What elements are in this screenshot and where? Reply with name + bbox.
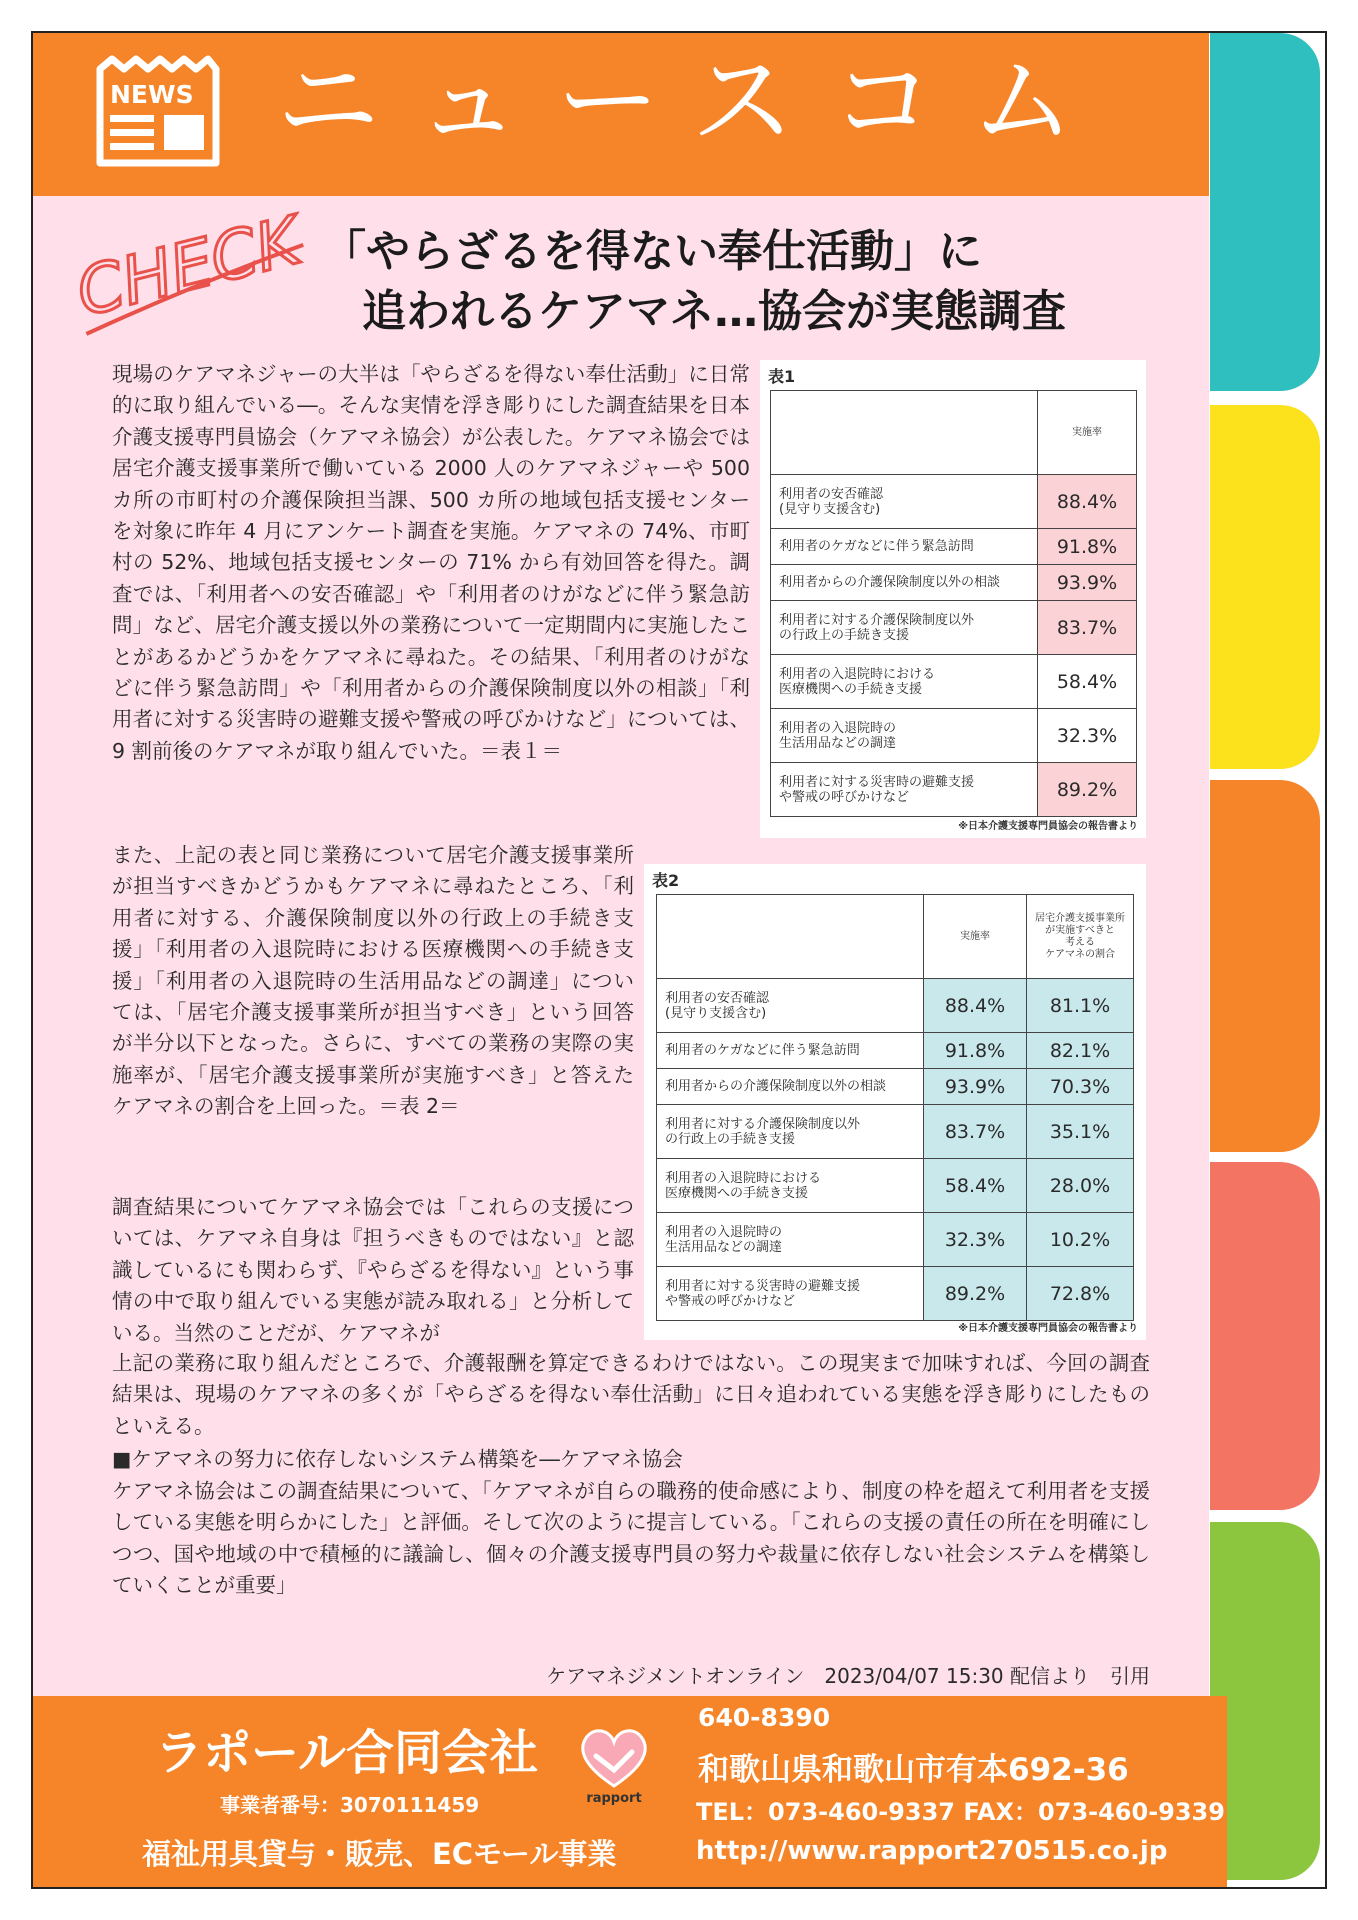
table1-row-rate: 83.7%: [1038, 601, 1137, 655]
table2-row-rate: 89.2%: [924, 1267, 1027, 1321]
table2-note: ※日本介護支援専門員協会の報告書より: [958, 1323, 1138, 1334]
newspaper-icon: [92, 55, 222, 170]
table2-row-rate: 32.3%: [924, 1213, 1027, 1267]
source-citation: ケアマネジメントオンライン 2023/04/07 15:30 配信より 引用: [546, 1664, 1150, 1688]
table1-row-label: 利用者のケガなどに伴う緊急訪問: [771, 529, 1038, 565]
table2-row: [657, 1033, 1134, 1069]
table2-row-rate: 83.7%: [924, 1105, 1027, 1159]
table2-title: 表2: [652, 871, 680, 890]
table1-row: [771, 475, 1137, 529]
table1-row-label: 利用者の入退院時の 生活用品などの調達: [771, 709, 1038, 763]
table2-row: [657, 1267, 1134, 1321]
address: 和歌山県和歌山市有本692-36: [698, 1752, 1129, 1788]
table2-header-rate: 実施率: [924, 895, 1027, 979]
table2-row: [657, 979, 1134, 1033]
table2-row-rate: 91.8%: [924, 1033, 1027, 1069]
headline-line-1: 「やらざるを得ない奉仕活動」に: [322, 226, 982, 277]
table1-corner: [771, 391, 1038, 475]
table1-row-rate: 89.2%: [1038, 763, 1137, 817]
section-subhead: ■ケアマネの努力に依存しないシステム構築を―ケアマネ協会: [112, 1447, 683, 1471]
table2-row-rate: 93.9%: [924, 1069, 1027, 1105]
table2: [656, 894, 1134, 1321]
phone-fax: TEL：073-460-9337 FAX：073-460-9339: [696, 1798, 1225, 1826]
paragraph-3: 調査結果についてケアマネ協会では「これらの支援については、ケアマネ自身は『担うべきものではない』と認識しているにも関わらず、『やらざるを得ない』という事情の中で取り組んでいる実態が読み取れる」と分析している。当然のことだが、ケアマネが: [112, 1195, 634, 1345]
table2-row-share: 10.2%: [1027, 1213, 1134, 1267]
table2-header-share: 居宅介護支援事業所 が実施すべきと 考える ケアマネの割合: [1027, 895, 1134, 979]
headline-line-2: 追われるケアマネ…協会が実態調査: [362, 286, 1066, 337]
table1: [770, 390, 1137, 817]
website-url[interactable]: http://www.rapport270515.co.jp: [696, 1836, 1168, 1866]
table2-corner: [657, 895, 924, 979]
table2-row: [657, 1159, 1134, 1213]
table2-row-share: 81.1%: [1027, 979, 1134, 1033]
table2-row-label: 利用者に対する介護保険制度以外 の行政上の手続き支援: [657, 1105, 924, 1159]
table2-row-rate: 58.4%: [924, 1159, 1027, 1213]
table1-row: [771, 655, 1137, 709]
table1-row: [771, 565, 1137, 601]
company-name: ラポール合同会社: [155, 1725, 539, 1781]
paragraph-5: ケアマネ協会はこの調査結果について、「ケアマネが自らの職務的使命感により、制度の枠を超えて利用者を支援している実態を明らかにした」と評価。そして次のように提言している。「これらの支援の責任の所在を明確にしつつ、国や地域の中で積極的に議論し、個々の介護支援専門員の努力や裁量に依存しない社会システムを構築していくことが重要」: [112, 1479, 1150, 1598]
table1-note: ※日本介護支援専門員協会の報告書より: [958, 821, 1138, 832]
table1-header-rate: 実施率: [1038, 391, 1137, 475]
postal-code: 640-8390: [698, 1703, 831, 1732]
table1-row: [771, 601, 1137, 655]
table2-row-share: 72.8%: [1027, 1267, 1134, 1321]
table2-row-label: 利用者の入退院時の 生活用品などの調達: [657, 1213, 924, 1267]
table1-row-label: 利用者からの介護保険制度以外の相談: [771, 565, 1038, 601]
table2-row-label: 利用者の安否確認 (見守り支援含む): [657, 979, 924, 1033]
table1-row-rate: 32.3%: [1038, 709, 1137, 763]
table1-row: [771, 763, 1137, 817]
paragraph-2: また、上記の表と同じ業務について居宅介護支援事業所が担当すべきかどうかもケアマネに尋ねたところ、「利用者に対する、介護保険制度以外の行政上の手続き支援」「利用者の入退院時における医療機関への手続き支援」「利用者の入退院時の生活用品などの調達」については、「居宅介護支援事業所が担当すべき」という回答が半分以下となった。さらに、すべての業務の実際の実施率が、「居宅介護支援事業所が実施すべき」と答えたケアマネの割合を上回った。＝表 2＝: [112, 843, 634, 1119]
business-number: 事業者番号：3070111459: [220, 1793, 480, 1817]
table1-row-rate: 91.8%: [1038, 529, 1137, 565]
business-description: 福祉用具貸与・販売、ECモール事業: [142, 1837, 617, 1871]
paragraph-1: 現場のケアマネジャーの大半は「やらざるを得ない奉仕活動」に日常的に取り組んでいる―。そんな実情を浮き彫りにした調査結果を日本介護支援専門員協会（ケアマネ協会）が公表した。ケアマネ協会では居宅介護支援事業所で働いている 2000 人のケアマネジャーや 500 カ所の市町村の介護保険担当課、500 カ所の地域包括支援センターを対象に昨年 4 月にアンケート調査を実施。ケアマネの 74%、市町村の 52%、地域包括支援センターの 71% から有効回答を得た。調査では、「利用者への安否確認」や「利用者のけがなどに伴う緊急訪問」など、居宅介護支援以外の業務について一定期間内に実施したことがあるかどうかをケアマネに尋ねた。その結果、「利用者のけがなどに伴う緊急訪問」や「利用者からの介護保険制度以外の相談」「利用者に対する災害時の避難支援や警戒の呼びかけなど」については、9 割前後のケアマネが取り組んでいた。＝表１＝: [112, 362, 750, 763]
table2-row: [657, 1213, 1134, 1267]
table1-row-label: 利用者に対する介護保険制度以外 の行政上の手続き支援: [771, 601, 1038, 655]
table1-title: 表1: [768, 367, 796, 386]
paragraph-4: 上記の業務に取り組んだところで、介護報酬を算定できるわけではない。この現実まで加味すれば、今回の調査結果は、現場のケアマネの多くが「やらざるを得ない奉仕活動」に日々追われている実態を浮き彫りにしたものといえる。: [112, 1351, 1150, 1438]
news-badge-text: NEWS: [110, 80, 194, 109]
table2-row: [657, 1105, 1134, 1159]
table2-row-label: 利用者の入退院時における 医療機関への手続き支援: [657, 1159, 924, 1213]
table1-row-rate: 93.9%: [1038, 565, 1137, 601]
table1-panel: [760, 360, 1146, 838]
table2-row-label: 利用者に対する災害時の避難支援 や警戒の呼びかけなど: [657, 1267, 924, 1321]
table1-row-rate: 88.4%: [1038, 475, 1137, 529]
table2-row-label: 利用者からの介護保険制度以外の相談: [657, 1069, 924, 1105]
table1-row: [771, 709, 1137, 763]
site-title: ニュースコム: [276, 40, 1111, 162]
handshake-heart-logo: [574, 1722, 654, 1806]
table2-row-label: 利用者のケガなどに伴う緊急訪問: [657, 1033, 924, 1069]
table2-row-share: 35.1%: [1027, 1105, 1134, 1159]
table2-row-share: 70.3%: [1027, 1069, 1134, 1105]
table1-row-label: 利用者の入退院時における 医療機関への手続き支援: [771, 655, 1038, 709]
table2-panel: [644, 864, 1146, 1340]
table1-row-rate: 58.4%: [1038, 655, 1137, 709]
svg-text:CHECK: CHECK: [69, 201, 308, 332]
logo-text: rapport: [586, 1791, 642, 1806]
table2-row-share: 82.1%: [1027, 1033, 1134, 1069]
table1-row: [771, 529, 1137, 565]
table1-row-label: 利用者に対する災害時の避難支援 や警戒の呼びかけなど: [771, 763, 1038, 817]
table2-row-rate: 88.4%: [924, 979, 1027, 1033]
article-headline: [322, 222, 1066, 342]
table1-row-label: 利用者の安否確認 (見守り支援含む): [771, 475, 1038, 529]
table2-row-share: 28.0%: [1027, 1159, 1134, 1213]
table2-row: [657, 1069, 1134, 1105]
